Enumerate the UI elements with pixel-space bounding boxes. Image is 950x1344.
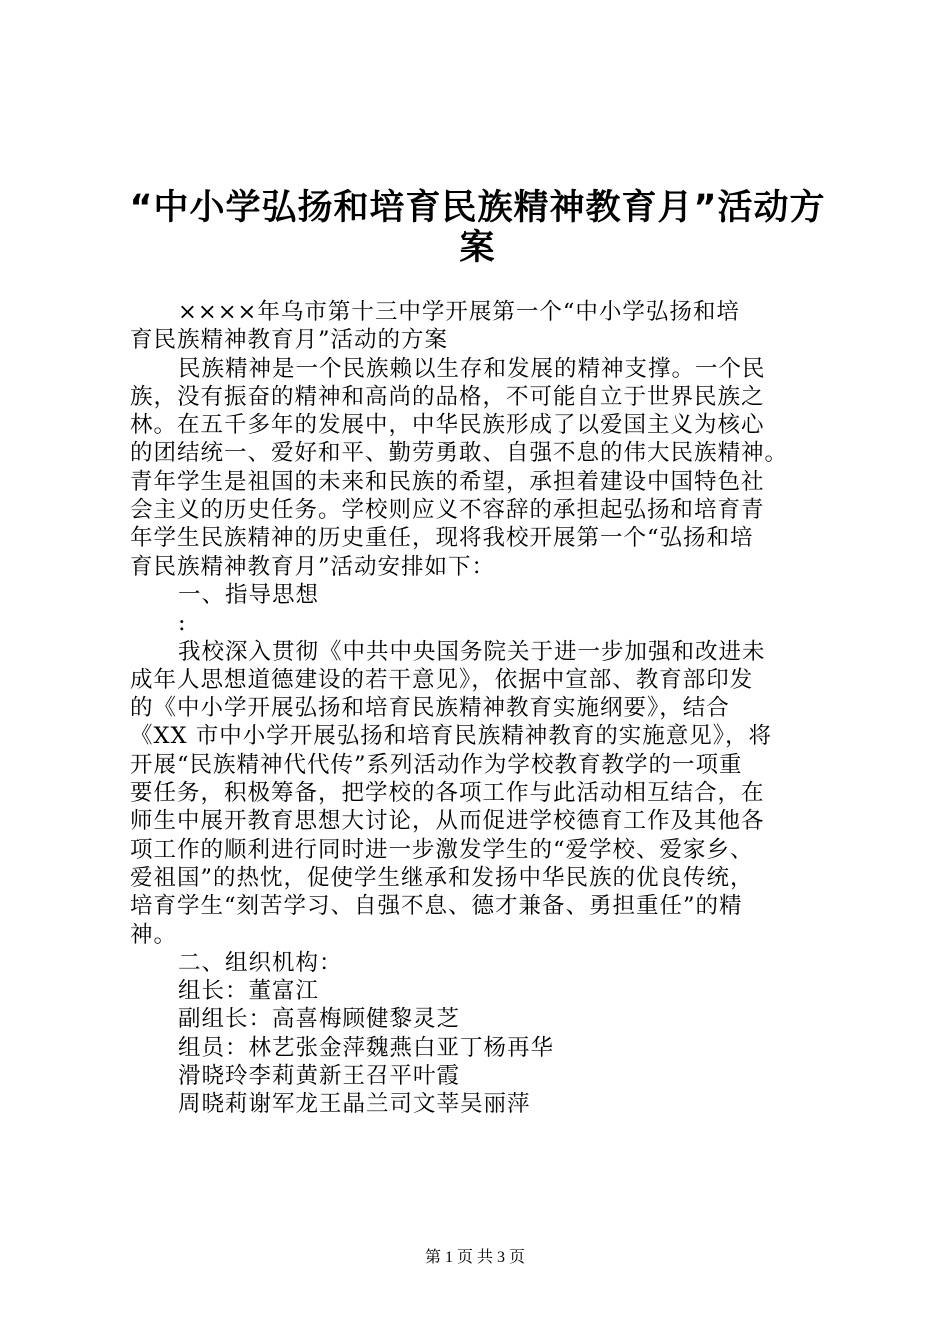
text-line: 青年学生是祖国的未来和民族的希望，承担着建设中国特色社 bbox=[130, 468, 765, 495]
text-line: 族，没有振奋的精神和高尚的品格，不可能自立于世界民族之 bbox=[130, 383, 765, 410]
text-line: 要任务，积极筹备，把学校的各项工作与此活动相互结合，在 bbox=[130, 780, 765, 807]
text-line: ××××年乌市第十三中学开展第一个“中小学弘扬和培 bbox=[178, 299, 740, 325]
text-line: 会主义的历史任务。学校则应义不容辞的承担起弘扬和培育青 bbox=[130, 497, 765, 524]
text-line: 周晓莉谢军龙王晶兰司文莘吴丽萍 bbox=[178, 1091, 531, 1118]
text-line: 我校深入贯彻《中共中央国务院关于进一步加强和改进未 bbox=[178, 638, 766, 665]
page-title: “中小学弘扬和培育民族精神教育月”活动方 bbox=[129, 188, 826, 228]
text-line: 滑晓玲李莉黄新王召平叶霞 bbox=[178, 1063, 461, 1090]
text-line: : bbox=[178, 610, 187, 637]
text-line: 爱祖国”的热忱，促使学生继承和发扬中华民族的优良传统， bbox=[130, 864, 754, 891]
text-line: 组员：林艺张金萍魏燕白亚丁杨再华 bbox=[178, 1034, 555, 1061]
text-line: 育民族精神教育月”活动安排如下： bbox=[130, 553, 496, 580]
text-line: 组长：董富江 bbox=[178, 978, 320, 1005]
text-line: 林。在五千多年的发展中，中华民族形成了以爱国主义为核心 bbox=[130, 412, 765, 439]
page-title-continuation: 案 bbox=[459, 228, 496, 268]
text-line: 副组长：高喜梅顾健黎灵芝 bbox=[178, 1006, 461, 1033]
text-line: 一、指导思想 bbox=[178, 581, 320, 608]
text-line: 二、组织机构： bbox=[178, 949, 343, 976]
text-line: 《XX 市中小学开展弘扬和培育民族精神教育的实施意见》，将 bbox=[130, 723, 772, 750]
page-footer: 第 1 页 共 3 页 bbox=[424, 1249, 525, 1266]
text-line: 神。 bbox=[130, 921, 178, 948]
text-line: 培育学生“刻苦学习、自强不息、德才兼备、勇担重任”的精 bbox=[130, 893, 743, 920]
text-line: 项工作的顺利进行同时进一步激发学生的“爱学校、爱家乡、 bbox=[130, 836, 754, 863]
text-line: 民族精神是一个民族赖以生存和发展的精神支撑。一个民 bbox=[178, 355, 766, 382]
document-body bbox=[130, 298, 830, 1119]
text-line: 的《中小学开展弘扬和培育民族精神教育实施纲要》，结合 bbox=[130, 695, 730, 722]
text-line: 开展“民族精神代代传”系列活动作为学校教育教学的一项重 bbox=[130, 751, 743, 778]
text-line: 成年人思想道德建设的若干意见》，依据中宣部、教育部印发 bbox=[130, 666, 754, 693]
text-line: 育民族精神教育月”活动的方案 bbox=[130, 327, 449, 354]
text-line: 的团结统一、爱好和平、勤劳勇敢、自强不息的伟大民族精神。 bbox=[130, 440, 789, 467]
text-line: 师生中展开教育思想大讨论，从而促进学校德育工作及其他各 bbox=[130, 808, 765, 835]
text-line: 年学生民族精神的历史重任，现将我校开展第一个“弘扬和培 bbox=[130, 525, 754, 552]
